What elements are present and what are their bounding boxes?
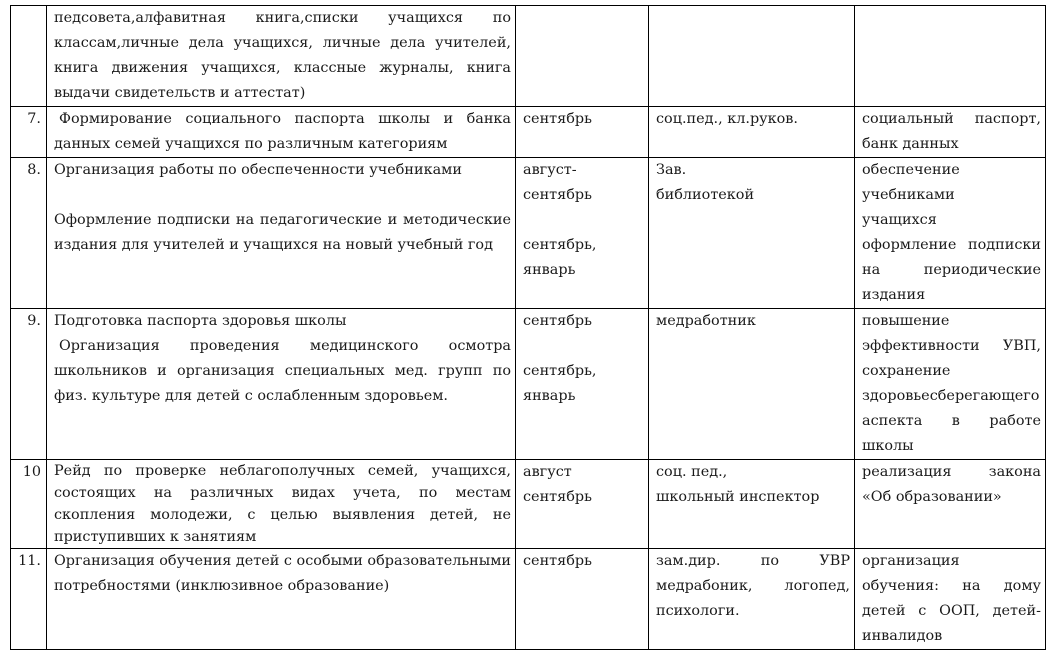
row-number-cell: 7. (11, 107, 47, 158)
responsible-text: библиотекой (656, 187, 755, 203)
activity-text: педсовета,алфавитная книга,списки учащихся по классам,личные дела учащихся, личные дела учителей, книга движения учащихся, классные журналы, книга выдачи свидетельств и аттестат) (54, 10, 511, 101)
term-text: сентябрь (523, 313, 592, 329)
responsible-cell (649, 549, 855, 650)
term-text: сентябрь (523, 489, 592, 505)
result-cell (855, 460, 1046, 549)
term-text: сентябрь (523, 553, 592, 569)
activity-cell (47, 460, 516, 549)
result-text: реализация закона «Об образовании» (862, 464, 1041, 505)
result-cell (855, 6, 1046, 107)
result-text: организация обучения: на дому детей с ООП, детей-инвалидов (862, 553, 1041, 644)
result-cell (855, 107, 1046, 158)
term-cell (516, 549, 649, 650)
table-row (11, 158, 1046, 309)
term-cell (516, 107, 649, 158)
activity-text: Подготовка паспорта здоровья школы (54, 313, 347, 329)
result-text: повышение эффективности УВП, сохранение здоровьесберегающего аспекта в работе школы (862, 313, 1041, 454)
row-number-cell: 8. (11, 158, 47, 309)
activity-text: Организация проведения медицинского осмотра школьников и организация специальных мед. групп по физ. культуре для детей с ослабленным здоровьем. (54, 338, 511, 404)
result-text: оформление подписки на периодические издания (862, 237, 1041, 303)
row-number-cell: 9. (11, 309, 47, 460)
activity-text: Формирование социального паспорта школы и банка данных семей учащихся по различным категориям (54, 111, 511, 152)
term-text: сентябрь, (523, 363, 597, 379)
term-text: август (523, 464, 572, 480)
term-text: сентябрь, (523, 237, 597, 253)
table-row (11, 107, 1046, 158)
activity-cell (47, 549, 516, 650)
responsible-text: Зав. (656, 162, 687, 178)
responsible-text: медработник (656, 313, 756, 329)
activity-cell (47, 6, 516, 107)
term-text: сентябрь (523, 187, 592, 203)
responsible-text: соц. пед., (656, 464, 728, 480)
responsible-cell (649, 460, 855, 549)
term-text: январь (523, 388, 576, 404)
responsible-cell (649, 6, 855, 107)
activity-cell (47, 107, 516, 158)
table-row (11, 309, 1046, 460)
term-text: сентябрь (523, 111, 592, 127)
term-text: январь (523, 262, 576, 278)
plan-table (10, 5, 1046, 650)
activity-text: Организация обучения детей с особыми образовательными потребностями (инклюзивное образование) (54, 553, 512, 594)
row-number-cell: 11. (11, 549, 47, 650)
responsible-text: школьный инспектор (656, 489, 820, 505)
term-cell (516, 309, 649, 460)
activity-text: Оформление подписки на педагогические и методические издания для учителей и учащихся на новый учебный год (54, 212, 511, 253)
table-row (11, 549, 1046, 650)
result-cell (855, 158, 1046, 309)
term-cell (516, 460, 649, 549)
responsible-cell (649, 107, 855, 158)
table-row (11, 460, 1046, 549)
term-cell (516, 158, 649, 309)
responsible-text: зам.дир. по УВР медрабоник, логопед, психологи. (656, 553, 850, 619)
responsible-text: соц.пед., кл.руков. (656, 111, 798, 127)
result-cell (855, 549, 1046, 650)
responsible-cell (649, 158, 855, 309)
result-cell (855, 309, 1046, 460)
result-text: социальный паспорт, банк данных (862, 111, 1041, 152)
activity-cell (47, 309, 516, 460)
row-number-cell: 10 (11, 460, 47, 549)
activity-cell (47, 158, 516, 309)
responsible-cell (649, 309, 855, 460)
term-text: август- (523, 162, 577, 178)
table-row (11, 6, 1046, 107)
row-number-cell (11, 6, 47, 107)
term-cell (516, 6, 649, 107)
activity-text: Организация работы по обеспеченности учебниками (54, 162, 462, 178)
activity-text: Рейд по проверке неблагополучных семей, учащихся, состоящих на различных видах учета, по местам скопления молодежи, с целью выявления детей, не приступивших к занятиям (54, 463, 511, 545)
result-text: обеспечение учебниками учащихся (862, 162, 960, 228)
